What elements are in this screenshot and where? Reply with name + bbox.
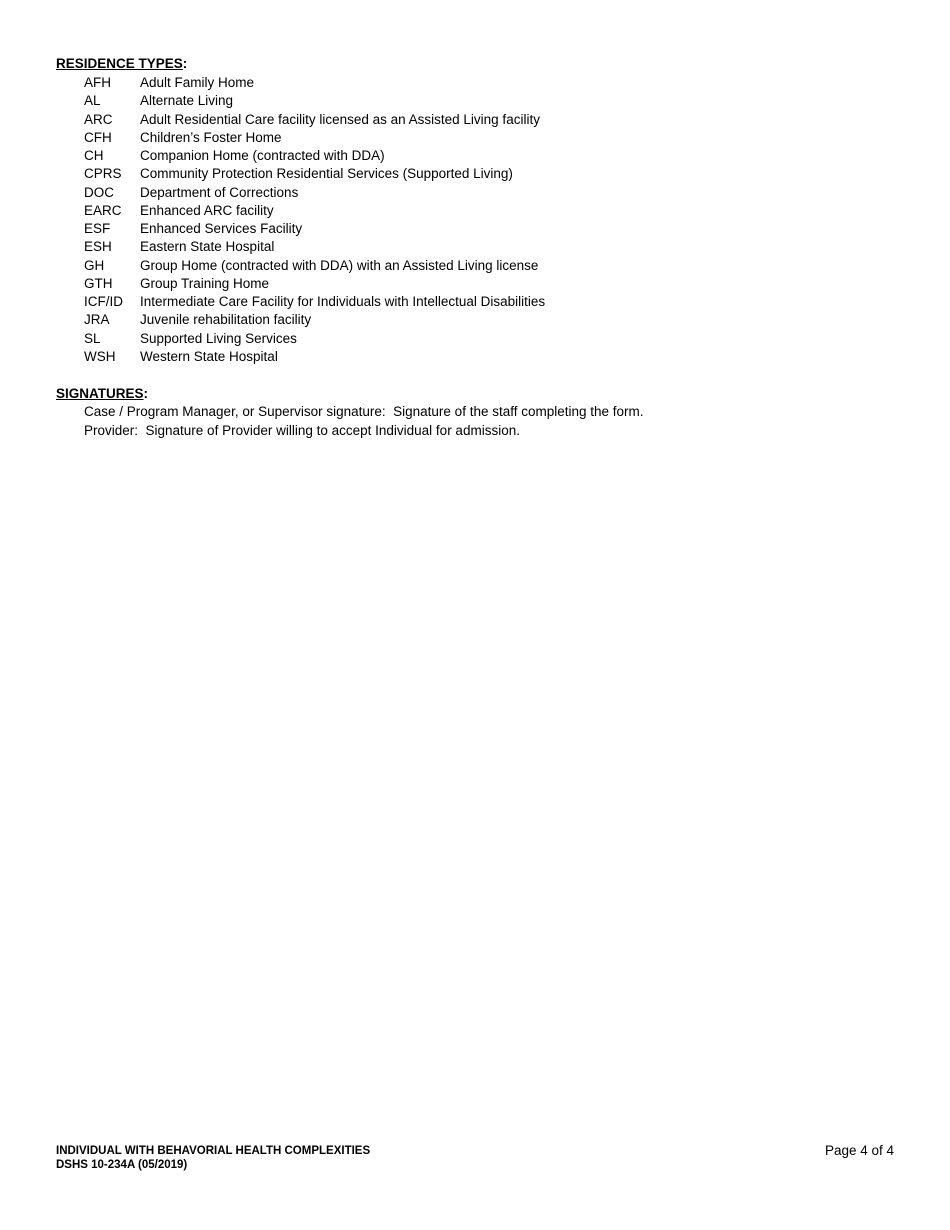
residence-code: ARC xyxy=(84,111,113,127)
form-number: DSHS 10-234A (05/2019) xyxy=(56,1159,188,1171)
residence-description: Enhanced Services Facility xyxy=(140,221,303,236)
residence-description: Adult Family Home xyxy=(140,75,255,90)
page-indicator: Page 4 of 4 xyxy=(824,1143,894,1158)
list-item xyxy=(84,93,545,111)
residence-code: AL xyxy=(84,93,101,109)
residence-code: ESF xyxy=(84,221,111,236)
list-item xyxy=(84,349,545,367)
list-item xyxy=(84,331,545,349)
list-item xyxy=(84,166,545,184)
residence-code: GTH xyxy=(84,275,113,291)
form-title: INDIVIDUAL WITH BEHAVORIAL HEALTH COMPLEXITIES xyxy=(56,1145,371,1157)
signatures-heading-colon: : xyxy=(143,386,149,401)
signatures-heading-text: SIGNATURES xyxy=(56,386,144,401)
signature-line-case-manager: Case / Program Manager, or Supervisor signature: Signature of the staff completing the form. xyxy=(84,404,644,419)
residence-description: Group Home (contracted with DDA) with an Assisted Living license xyxy=(140,257,539,273)
list-item xyxy=(84,130,545,148)
list-item xyxy=(84,203,545,221)
residence-description: Adult Residential Care facility licensed as an Assisted Living facility xyxy=(140,111,540,127)
residence-code: SL xyxy=(84,330,101,346)
residence-description: Intermediate Care Facility for Individuals with Intellectual Disabilities xyxy=(140,294,546,309)
residence-code: EARC xyxy=(84,202,122,218)
residence-description: Community Protection Residential Services (Supported Living) xyxy=(140,166,513,182)
residence-types-list xyxy=(84,75,545,367)
residence-description: Children’s Foster Home xyxy=(140,129,282,145)
list-item xyxy=(84,75,545,93)
residence-types-heading xyxy=(56,56,187,72)
residence-code: CPRS xyxy=(84,166,122,182)
list-item xyxy=(84,312,545,330)
residence-description: Eastern State Hospital xyxy=(140,239,275,255)
residence-code: JRA xyxy=(84,312,110,328)
list-item xyxy=(84,276,545,294)
residence-code: DOC xyxy=(84,184,114,200)
residence-code: AFH xyxy=(84,75,111,90)
residence-description: Department of Corrections xyxy=(140,184,299,200)
form-footer xyxy=(56,1144,370,1172)
residence-description: Enhanced ARC facility xyxy=(140,202,274,218)
signatures-heading xyxy=(56,386,148,402)
list-item xyxy=(84,258,545,276)
residence-types-heading-text: RESIDENCE TYPES xyxy=(56,56,183,71)
list-item xyxy=(84,112,545,130)
residence-code: CH xyxy=(84,148,104,163)
signature-line-provider: Provider: Signature of Provider willing to accept Individual for admission. xyxy=(84,423,520,438)
residence-description: Alternate Living xyxy=(140,93,234,109)
residence-description: Supported Living Services xyxy=(140,330,297,346)
residence-code: GH xyxy=(84,257,105,273)
residence-code: CFH xyxy=(84,129,112,145)
signatures-descriptions xyxy=(84,404,644,442)
residence-description: Group Training Home xyxy=(140,275,270,291)
residence-types-heading-colon: : xyxy=(182,56,188,71)
residence-description: Juvenile rehabilitation facility xyxy=(140,312,312,328)
residence-code: ICF/ID xyxy=(84,294,123,309)
residence-code: ESH xyxy=(84,239,112,255)
list-item xyxy=(84,294,545,312)
residence-code: WSH xyxy=(84,348,116,364)
list-item xyxy=(84,148,545,166)
list-item xyxy=(84,221,545,239)
list-item xyxy=(84,185,545,203)
residence-description: Western State Hospital xyxy=(140,348,278,364)
list-item xyxy=(84,239,545,257)
residence-description: Companion Home (contracted with DDA) xyxy=(140,148,385,163)
